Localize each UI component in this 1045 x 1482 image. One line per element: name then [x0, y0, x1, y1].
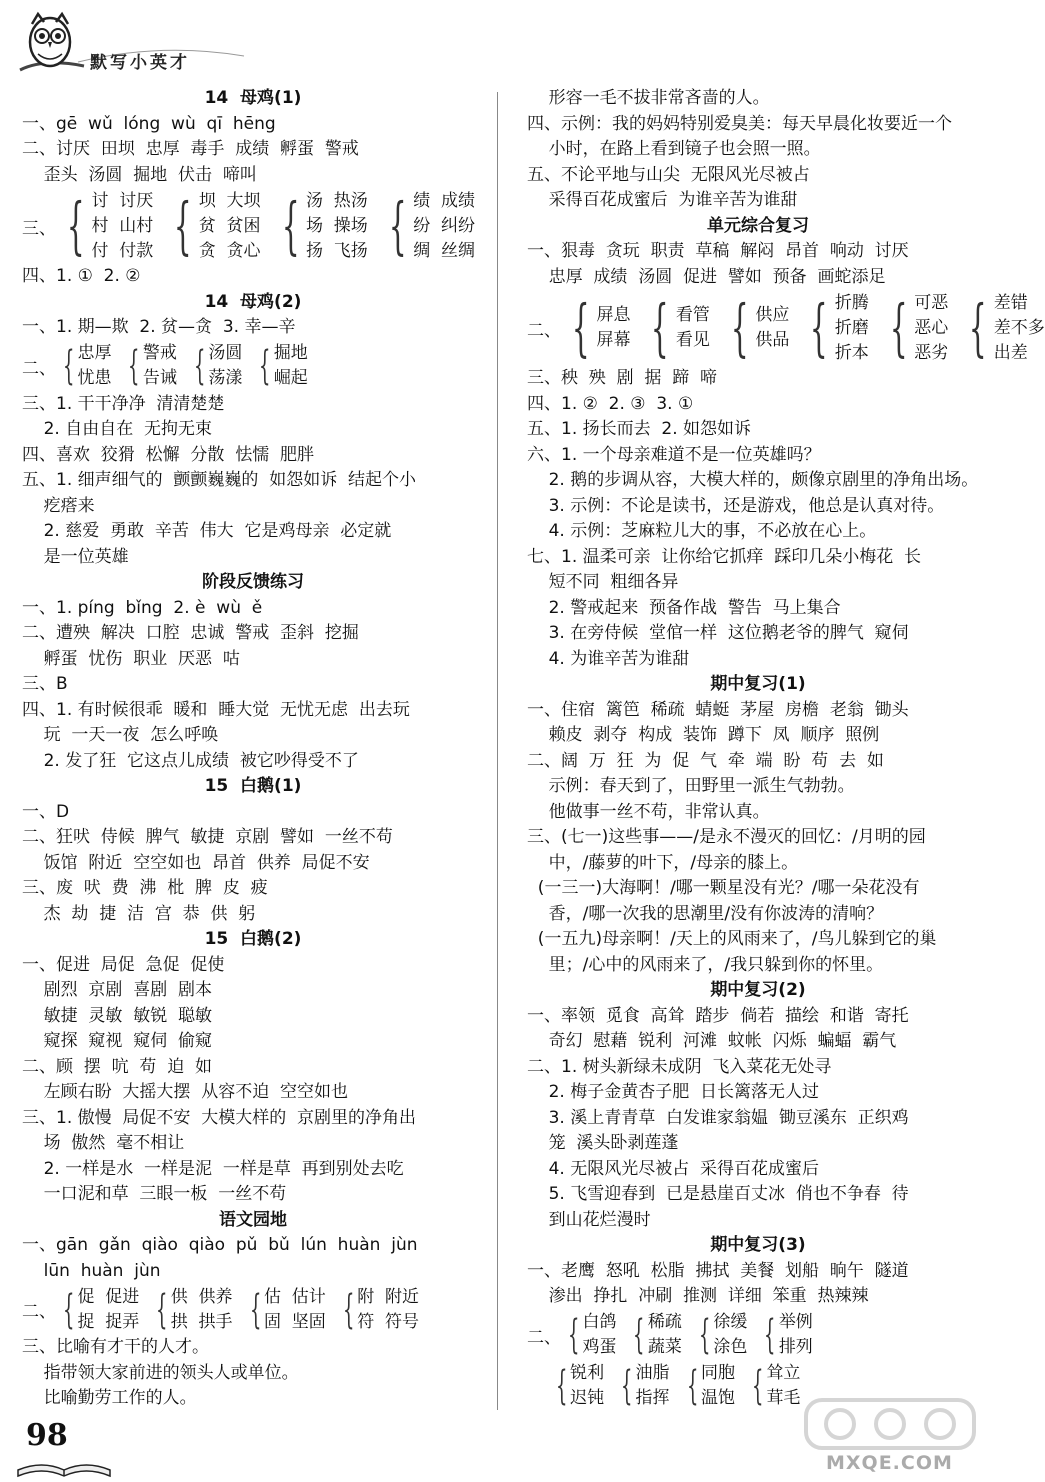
- answer-line: 2. 警戒起来 预备作战 警告 马上集合: [527, 597, 841, 618]
- brace-item: 锐利: [570, 1363, 605, 1383]
- brace-item: 贫 贫困: [198, 215, 261, 236]
- answer-line: 短不同 粗细各异: [527, 572, 679, 592]
- answer-line: 五、不论平地与山尖 无限风光尽被占: [527, 164, 810, 185]
- brace-item: 付 付款: [91, 240, 154, 261]
- answer-line: 2. 慈爱 勇敢 辛苦 伟大 它是鸡母亲 必定就: [22, 521, 392, 541]
- left-brace-icon: {: [810, 291, 828, 364]
- brace-item: 贪 贪心: [198, 240, 261, 261]
- answer-line: 三、废 吠 费 沸 枇 脾 皮 疲: [22, 878, 268, 898]
- answer-line: 三、比喻有才干的人才。: [22, 1337, 209, 1357]
- brace-group: [336, 1285, 419, 1335]
- answer-line: 一、gān gǎn qiào qiào pǔ bǔ lún huàn jùn: [22, 1235, 418, 1255]
- watermark-text: MXQE.COM: [826, 1452, 953, 1474]
- brace-group: [56, 189, 153, 264]
- answer-line: 玩 一天一夜 怎么呼唤: [22, 725, 219, 745]
- answer-line: (一五九)母亲啊！/天上的风雨来了，/鸟儿躲到它的巢: [527, 929, 937, 949]
- brace-item: 排列: [778, 1337, 813, 1357]
- brace-item: 忠厚: [77, 343, 112, 363]
- brace-group: [692, 1310, 747, 1360]
- bracket-group-row: [22, 188, 484, 264]
- left-brace-icon: {: [969, 291, 987, 364]
- answer-line: 二、1. 树头新绿未成阴 飞入菜花无处寻: [527, 1056, 832, 1077]
- answer-line: 3. 在旁侍候 堂倌一样 这位鹅老爷的脾气 窥伺: [527, 623, 909, 643]
- left-brace-icon: {: [764, 1312, 776, 1358]
- brace-group: [549, 1361, 604, 1411]
- answer-line: 剧烈 京剧 喜剧 剧本: [22, 980, 213, 1000]
- brace-item: 崛起: [273, 368, 308, 388]
- item-number: 二、: [527, 1327, 561, 1348]
- brace-item: 屏幕: [596, 330, 631, 350]
- answer-line: 笼 溪头卧剥莲蓬: [527, 1133, 679, 1153]
- brace-item: 绩 成绩: [413, 190, 476, 211]
- answer-line: lūn huàn jùn: [22, 1260, 161, 1281]
- brace-item: 稀疏: [647, 1312, 682, 1332]
- answer-line: 歪头 汤圆 掘地 伏击 啼叫: [22, 164, 257, 185]
- left-brace-icon: {: [342, 1286, 355, 1333]
- left-brace-icon: {: [555, 1363, 568, 1409]
- answer-line: 二、遭殃 解决 口腔 忠诚 警戒 歪斜 挖掘: [22, 623, 359, 643]
- left-brace-icon: {: [62, 343, 75, 389]
- answer-line: 5. 飞雪迎春到 已是悬崖百丈冰 俏也不争春 待: [527, 1184, 909, 1204]
- brace-item: 捉 捉弄: [77, 1311, 140, 1332]
- brace-item: 折磨: [834, 317, 869, 338]
- brace-item: 温饱: [700, 1388, 735, 1408]
- brace-item: 坝 大坝: [198, 190, 261, 211]
- left-brace-icon: {: [62, 1286, 75, 1333]
- answer-line: 4. 示例：芝麻粒儿大的事，不必放在心上。: [527, 521, 877, 541]
- answer-line: 赖皮 剥夺 构成 装饰 蹲下 凤 顺序 照例: [527, 725, 880, 745]
- header-logo: [14, 8, 244, 80]
- brace-item: 绸 丝绸: [413, 240, 476, 261]
- brace-item: 估 估计: [263, 1286, 326, 1307]
- brace-group: [121, 341, 176, 391]
- bracket-group-row: [527, 290, 1045, 366]
- answer-line: 三、1. 干干净净 清清楚楚: [22, 393, 225, 414]
- section-title: 阶段反馈练习: [202, 572, 304, 592]
- answer-line: 2. 鹅的步调从容，大模大样的，颇像京剧里的净角出场。: [527, 470, 979, 490]
- brace-item: 指挥: [635, 1388, 670, 1408]
- section-title: 15 白鹅(2): [204, 929, 302, 949]
- brace-item: 纷 纠纷: [413, 215, 476, 236]
- brace-group: [626, 1310, 681, 1360]
- section-title: 14 母鸡(1): [204, 88, 302, 108]
- brace-item: 汤圆: [208, 343, 243, 363]
- brace-group: [640, 291, 710, 364]
- brace-group: [378, 189, 475, 264]
- brace-group: [720, 291, 790, 364]
- section-title: 期中复习(3): [710, 1235, 806, 1255]
- brace-item: 促 促进: [77, 1286, 140, 1307]
- answer-line: 四、示例：我的妈妈特别爱臭美：每天早晨化妆要近一个: [527, 113, 952, 134]
- item-number: 二、: [22, 1302, 56, 1322]
- brace-item: 差不多: [993, 317, 1045, 338]
- brace-item: 恶劣: [914, 342, 949, 363]
- item-number: [527, 1376, 549, 1396]
- brace-item: 警戒: [142, 343, 177, 363]
- answer-line: 三、秧 殃 剧 据 蹄 啼: [527, 368, 718, 388]
- brace-group: [56, 341, 111, 391]
- answer-line: 2. 一样是水 一样是泥 一样是草 再到别处去吃: [22, 1158, 404, 1179]
- left-brace-icon: {: [567, 1312, 580, 1358]
- brace-item: 看管: [675, 305, 710, 325]
- left-brace-icon: {: [388, 189, 407, 262]
- brace-group: [799, 291, 868, 366]
- left-brace-icon: {: [889, 291, 908, 364]
- answer-line: 一、1. 期—欺 2. 贫—贪 3. 幸—辛: [22, 317, 296, 337]
- brace-item: 场 操场: [305, 215, 368, 236]
- left-brace-icon: {: [66, 189, 85, 262]
- brace-item: 供品: [755, 330, 790, 350]
- left-brace-icon: {: [259, 343, 271, 389]
- answer-line: 疙瘩来: [22, 495, 95, 516]
- answer-line: 三、1. 傲慢 局促不安 大模大样的 京剧里的净角出: [22, 1107, 417, 1128]
- brace-item: 告诫: [142, 368, 177, 388]
- answer-line: 五、1. 扬长而去 2. 如怨如诉: [527, 419, 752, 439]
- answer-line: 示例：春天到了，田野里一派生气勃勃。: [527, 776, 855, 796]
- answer-line: 三、(七一)这些事——/是永不漫灭的回忆：/月明的园: [527, 827, 926, 847]
- bracket-group-row: [527, 1310, 989, 1361]
- brace-group: [745, 1361, 800, 1411]
- answer-line: 香，/哪一次我的思潮里/没有你波涛的清响？: [527, 903, 884, 924]
- answer-line: 2. 发了狂 它这点儿成绩 被它吵得受不了: [22, 750, 359, 771]
- brace-item: 固 坚固: [263, 1311, 326, 1332]
- left-brace-icon: {: [751, 1363, 764, 1409]
- brace-group: [271, 189, 368, 264]
- answer-line: 场 傲然 毫不相让: [22, 1133, 185, 1153]
- brace-item: 蔬菜: [647, 1337, 682, 1357]
- answer-line: 中，/藤萝的叶下，/母亲的膝上。: [527, 852, 799, 873]
- brand-title: 默写小英才: [90, 53, 190, 73]
- answer-line: (一三一)大海啊！/哪一颗星没有光？/哪一朵花没有: [527, 878, 920, 898]
- left-brace-icon: {: [281, 189, 300, 262]
- left-brace-icon: {: [156, 1286, 168, 1333]
- brace-item: 耸立: [766, 1363, 801, 1383]
- answer-line: 孵蛋 忧伤 职业 厌恶 咕: [22, 648, 240, 669]
- brace-item: 汤 热汤: [305, 190, 368, 211]
- page-number: 98: [26, 1418, 68, 1453]
- brace-item: 茸毛: [766, 1388, 801, 1408]
- left-column: [22, 86, 484, 1412]
- answer-line: 二、阔 万 狂 为 促 气 牵 端 盼 苟 去 如: [527, 750, 884, 771]
- brace-item: 差错: [993, 292, 1028, 313]
- brace-item: 供应: [755, 305, 790, 325]
- answer-line: 一、gē wǔ lóng wù qī hēng: [22, 113, 276, 134]
- brace-group: [757, 1310, 812, 1360]
- right-column: [527, 86, 1045, 1412]
- answer-line: 四、1. ① 2. ②: [22, 266, 141, 286]
- answer-line: 他做事一丝不苟，非常认真。: [527, 801, 770, 822]
- brace-group: [561, 1310, 616, 1360]
- brace-item: 同胞: [700, 1363, 735, 1383]
- answer-line: 一口泥和草 三眼一板 一丝不苟: [22, 1184, 287, 1204]
- answer-line: 小时，在路上看到镜子也会照一照。: [527, 139, 821, 159]
- brace-item: 可恶: [914, 292, 949, 313]
- answer-line: 比喻勤劳工作的人。: [22, 1388, 197, 1408]
- answer-line: 3. 溪上青青草 白发谁家翁媪 锄豆溪东 正织鸡: [527, 1107, 909, 1128]
- brace-item: 折腾: [834, 292, 869, 313]
- answer-line: 四、1. 有时候很乖 暖和 睡大觉 无忧无虑 出去玩: [22, 699, 410, 720]
- brace-group: [958, 291, 1044, 366]
- answer-line: 二、顾 摆 吭 苟 迫 如: [22, 1056, 213, 1077]
- answer-line: 左顾右盼 大摇大摆 从容不迫 空空如也: [22, 1082, 349, 1102]
- answer-line: 形容一毛不拔非常吝啬的人。: [527, 88, 770, 108]
- left-brace-icon: {: [698, 1312, 711, 1358]
- section-title: 14 母鸡(2): [204, 291, 302, 312]
- bracket-group-row: [22, 1284, 484, 1335]
- brace-group: [879, 291, 948, 366]
- item-number: 二、: [527, 320, 561, 341]
- brace-item: 恶心: [914, 317, 949, 338]
- answer-line: 里；/心中的风雨来了，/我只躲到你的怀里。: [527, 954, 884, 975]
- left-brace-icon: {: [571, 291, 590, 364]
- answer-line: 2. 梅子金黄杏子肥 日长篱落无人过: [527, 1082, 820, 1102]
- answer-line: 五、1. 细声细气的 颤颤巍巍的 如怨如诉 结起个小: [22, 470, 417, 490]
- brace-item: 附 附近: [357, 1286, 420, 1307]
- column-divider: [497, 92, 498, 1410]
- brace-item: 涂色: [713, 1337, 748, 1357]
- brace-item: 忧患: [77, 368, 112, 388]
- answer-line: 二、讨厌 田坝 忠厚 毒手 成绩 孵蛋 警戒: [22, 139, 359, 159]
- brace-item: 徐缓: [713, 1312, 748, 1332]
- brace-group: [680, 1361, 735, 1411]
- answer-line: 奇幻 慰藉 锐利 河滩 蚊帐 闪烁 蝙蝠 霸气: [527, 1031, 897, 1051]
- brace-group: [187, 341, 242, 391]
- answer-line: 渗出 挣扎 冲刷 推测 详细 笨重 热辣辣: [527, 1286, 869, 1306]
- brace-item: 供 供养: [170, 1286, 233, 1307]
- brace-item: 出差: [993, 342, 1028, 363]
- brace-item: 屏息: [596, 305, 631, 325]
- answer-line: 一、促进 局促 急促 促使: [22, 954, 225, 975]
- left-brace-icon: {: [633, 1312, 645, 1358]
- brace-item: 拱 拱手: [170, 1311, 233, 1332]
- item-number: 三、: [22, 218, 56, 239]
- answer-line: 窥探 窥视 窥伺 偷窥: [22, 1031, 213, 1051]
- answer-line: 一、住宿 篱笆 稀疏 蜻蜓 茅屋 房檐 老翁 锄头: [527, 699, 909, 720]
- answer-line: 六、1. 一个母亲难道不是一位英雄吗？: [527, 444, 821, 465]
- answer-line: 饭馆 附近 空空如也 昂首 供养 局促不安: [22, 852, 370, 873]
- answer-line: 2. 自由自在 无拘无束: [22, 419, 213, 439]
- brace-item: 鸡蛋: [582, 1337, 617, 1357]
- answer-line: 一、1. píng bǐng 2. è wù ě: [22, 597, 263, 618]
- left-brace-icon: {: [686, 1363, 698, 1409]
- answer-line: 七、1. 温柔可亲 让你给它抓痒 踩印几朵小梅花 长: [527, 546, 922, 567]
- brace-item: 举例: [778, 1312, 813, 1332]
- brace-item: 讨 讨厌: [91, 190, 154, 211]
- answer-line: 杰 劫 捷 洁 宫 恭 供 躬: [22, 903, 256, 924]
- answer-line: 敏捷 灵敏 敏锐 聪敏: [22, 1005, 213, 1026]
- answer-line: 指带领大家前进的领头人或单位。: [22, 1362, 299, 1383]
- brace-item: 看见: [675, 330, 710, 350]
- brace-item: 掘地: [273, 343, 308, 363]
- answer-line: 忠厚 成绩 汤圆 促进 譬如 预备 画蛇添足: [527, 266, 886, 287]
- brace-item: 迟钝: [570, 1388, 605, 1408]
- section-title: 15 白鹅(1): [204, 776, 302, 796]
- brace-group: [561, 291, 631, 364]
- brace-item: 油脂: [635, 1363, 670, 1383]
- brace-item: 折本: [834, 342, 869, 363]
- section-title: 期中复习(2): [710, 980, 806, 1000]
- brace-item: 符 符号: [357, 1311, 420, 1332]
- brace-item: 白鸽: [582, 1312, 617, 1332]
- answer-line: 二、狂吠 侍候 脾气 敏捷 京剧 譬如 一丝不苟: [22, 827, 393, 847]
- left-brace-icon: {: [249, 1286, 261, 1333]
- left-brace-icon: {: [651, 291, 670, 364]
- brace-group: [243, 1285, 326, 1335]
- section-title: 语文园地: [219, 1209, 287, 1230]
- section-title: 期中复习(1): [710, 674, 806, 694]
- brace-group: [614, 1361, 669, 1411]
- left-brace-icon: {: [174, 189, 192, 262]
- brace-group: [252, 341, 307, 391]
- brace-group: [56, 1285, 139, 1335]
- answer-line: 3. 示例：不论是读书，还是游戏，他总是认真对待。: [527, 495, 945, 516]
- left-brace-icon: {: [193, 343, 206, 389]
- answer-line: 四、1. ② 2. ③ 3. ①: [527, 393, 694, 414]
- answer-line: 一、老鹰 怒吼 松脂 拂拭 美餐 划船 晌午 隧道: [527, 1260, 909, 1281]
- brace-item: 扬 飞扬: [305, 240, 368, 261]
- brace-item: 村 山村: [91, 215, 154, 236]
- brace-group: [149, 1285, 232, 1335]
- left-brace-icon: {: [128, 343, 140, 389]
- answer-line: 四、喜欢 狡猾 松懈 分散 怯懦 肥胖: [22, 444, 315, 465]
- answer-line: 三、B: [22, 674, 68, 694]
- left-brace-icon: {: [621, 1363, 633, 1409]
- item-number: 二、: [22, 358, 56, 379]
- answer-line: 是一位英雄: [22, 546, 129, 567]
- answer-line: 采得百花成蜜后 为谁辛苦为谁甜: [527, 190, 798, 210]
- section-title: 单元综合复习: [707, 215, 809, 236]
- answer-line: 4. 无限风光尽被占 采得百花成蜜后: [527, 1158, 820, 1179]
- answer-line: 4. 为谁辛苦为谁甜: [527, 648, 690, 669]
- brace-group: [163, 189, 260, 264]
- left-brace-icon: {: [730, 291, 749, 364]
- answer-line: 一、D: [22, 801, 70, 822]
- bracket-group-row: [22, 341, 484, 392]
- answer-line: 一、狠毒 贪玩 职责 草稿 解闷 昂首 响动 讨厌: [527, 241, 909, 261]
- answer-line: 到山花烂漫时: [527, 1209, 651, 1230]
- brace-item: 荡漾: [208, 368, 243, 388]
- answer-line: 一、率领 觅食 高耸 踏步 倘若 描绘 和谐 寄托: [527, 1005, 909, 1026]
